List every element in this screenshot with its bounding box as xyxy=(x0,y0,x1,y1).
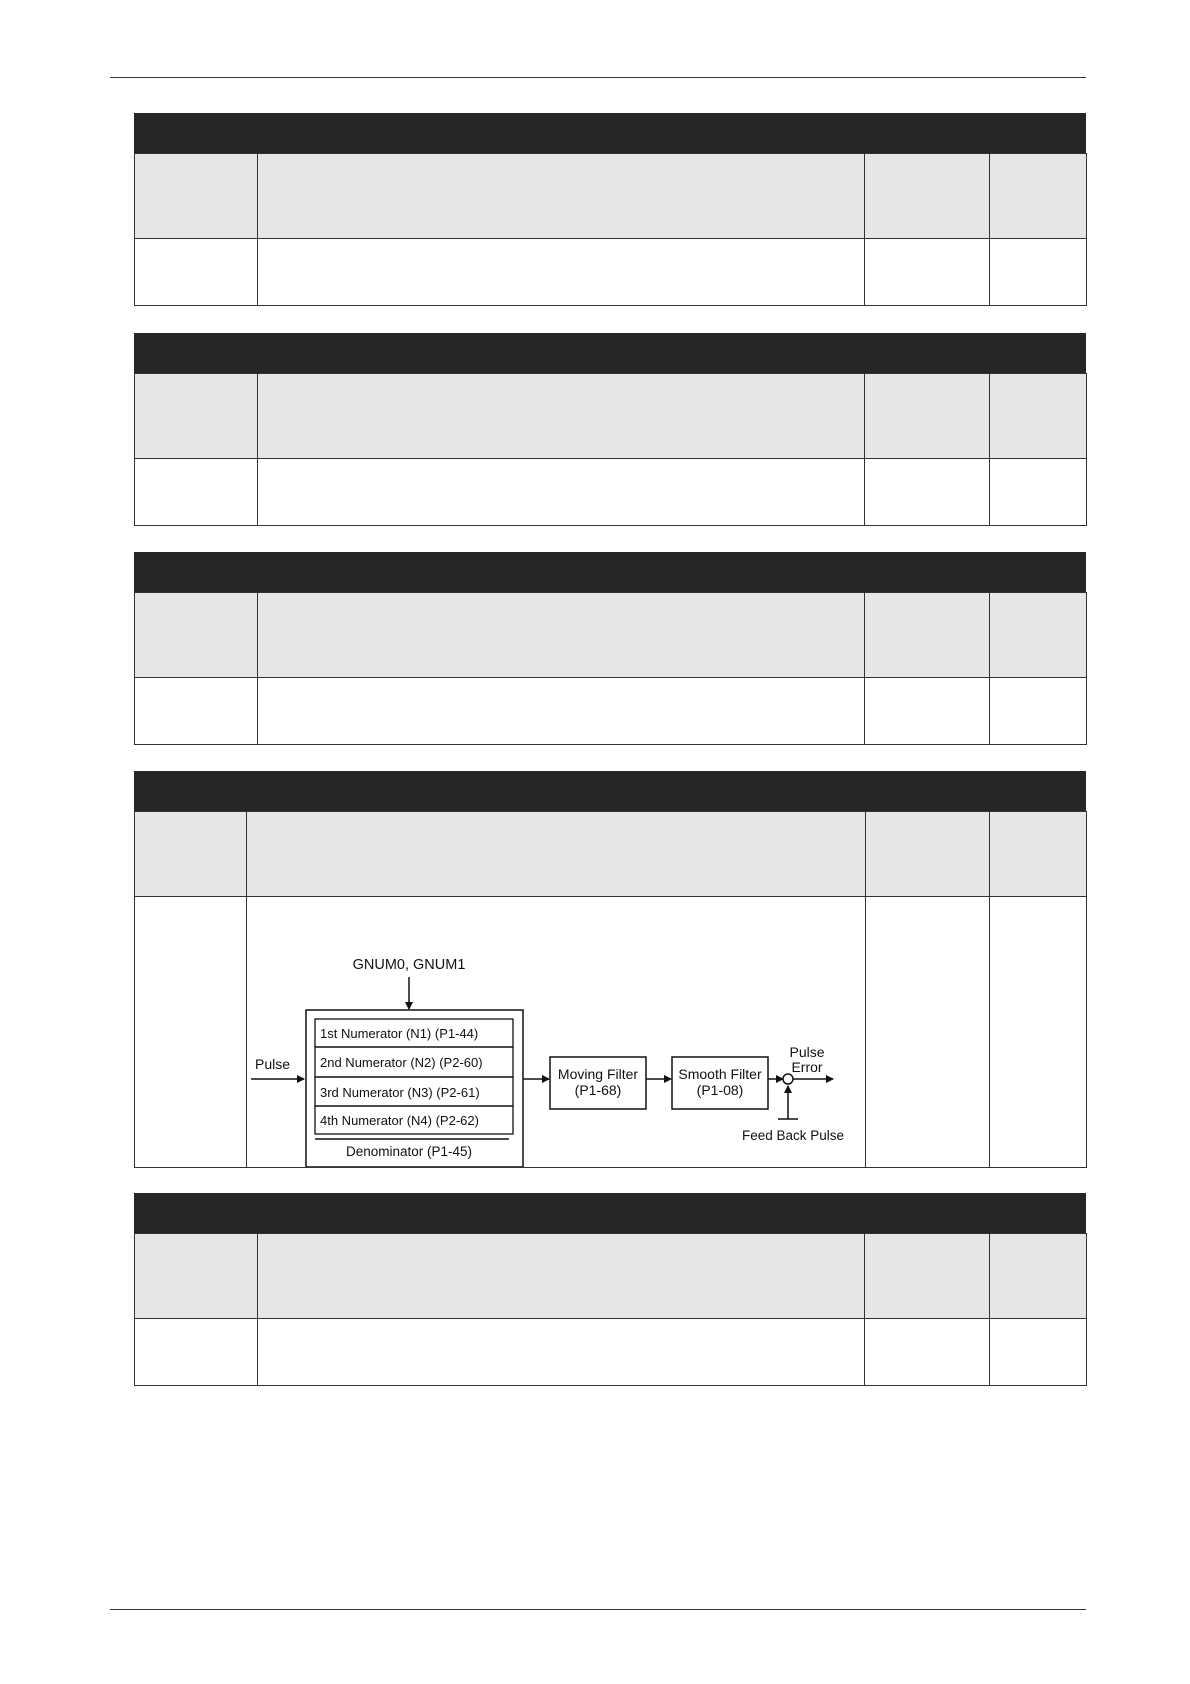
table-cell xyxy=(990,154,1087,239)
parameter-title-bar xyxy=(134,1193,1086,1233)
smooth-filter-label: Smooth Filter xyxy=(678,1066,762,1082)
header-rule xyxy=(110,77,1086,78)
table-cell xyxy=(135,459,258,526)
table-cell xyxy=(990,239,1087,306)
table-cell xyxy=(865,154,990,239)
table-cell xyxy=(258,593,865,678)
table-cell xyxy=(990,812,1087,897)
numerator-1-label: 1st Numerator (N1) (P1-44) xyxy=(320,1026,479,1041)
table-cell xyxy=(258,374,865,459)
parameter-block-3 xyxy=(134,552,1086,745)
table-cell xyxy=(990,678,1087,745)
table-cell xyxy=(866,812,990,897)
parameter-block-5 xyxy=(134,1193,1086,1386)
gear-select-label: GNUM0, GNUM1 xyxy=(352,957,466,973)
table-cell xyxy=(258,239,865,306)
table-cell xyxy=(866,897,990,1168)
table-cell xyxy=(135,239,258,306)
table-cell xyxy=(135,1234,258,1319)
smooth-filter-param: (P1-08) xyxy=(696,1082,744,1098)
summing-junction xyxy=(783,1074,793,1084)
pulse-input-label: Pulse xyxy=(255,1056,291,1072)
parameter-title-bar xyxy=(134,333,1086,373)
table-cell xyxy=(865,239,990,306)
table-cell xyxy=(258,459,865,526)
parameter-title-bar xyxy=(134,113,1086,153)
parameter-table xyxy=(134,592,1087,745)
footer-rule xyxy=(110,1609,1086,1610)
moving-filter-label: Moving Filter xyxy=(557,1066,639,1082)
parameter-table xyxy=(134,153,1087,306)
table-cell xyxy=(258,1234,865,1319)
parameter-table xyxy=(134,811,1087,1168)
parameter-block-1 xyxy=(134,113,1086,306)
table-cell xyxy=(135,154,258,239)
pulse-error-label-line2: Error xyxy=(791,1059,823,1075)
table-cell xyxy=(247,812,866,897)
table-cell xyxy=(135,897,247,1168)
feedback-pulse-label: Feed Back Pulse xyxy=(741,1128,845,1143)
table-cell xyxy=(135,812,247,897)
table-cell xyxy=(135,678,258,745)
table-cell xyxy=(135,374,258,459)
table-cell xyxy=(865,678,990,745)
table-cell xyxy=(865,1234,990,1319)
table-cell xyxy=(135,1319,258,1386)
moving-filter-param: (P1-68) xyxy=(574,1082,622,1098)
table-cell xyxy=(865,459,990,526)
parameter-title-bar xyxy=(134,771,1086,811)
denominator-label: Denominator (P1-45) xyxy=(345,1144,473,1159)
table-cell xyxy=(990,374,1087,459)
numerator-3-label: 3rd Numerator (N3) (P2-61) xyxy=(320,1085,480,1100)
table-cell xyxy=(990,593,1087,678)
table-cell xyxy=(258,1319,865,1386)
table-cell xyxy=(990,897,1087,1168)
electronic-gear-diagram xyxy=(247,897,866,1167)
parameter-table xyxy=(134,1233,1087,1386)
table-cell xyxy=(865,593,990,678)
numerator-4-label: 4th Numerator (N4) (P2-62) xyxy=(320,1113,479,1128)
parameter-block-4 xyxy=(134,771,1086,1168)
table-cell xyxy=(135,593,258,678)
parameter-block-2 xyxy=(134,333,1086,526)
table-cell xyxy=(990,459,1087,526)
pulse-error-label-line1: Pulse xyxy=(789,1044,825,1060)
table-cell xyxy=(258,154,865,239)
table-cell xyxy=(258,678,865,745)
table-cell xyxy=(865,374,990,459)
table-cell xyxy=(990,1234,1087,1319)
diagram-cell xyxy=(247,897,866,1168)
table-cell xyxy=(865,1319,990,1386)
parameter-table xyxy=(134,373,1087,526)
table-cell xyxy=(990,1319,1087,1386)
parameter-title-bar xyxy=(134,552,1086,592)
numerator-2-label: 2nd Numerator (N2) (P2-60) xyxy=(320,1055,483,1070)
